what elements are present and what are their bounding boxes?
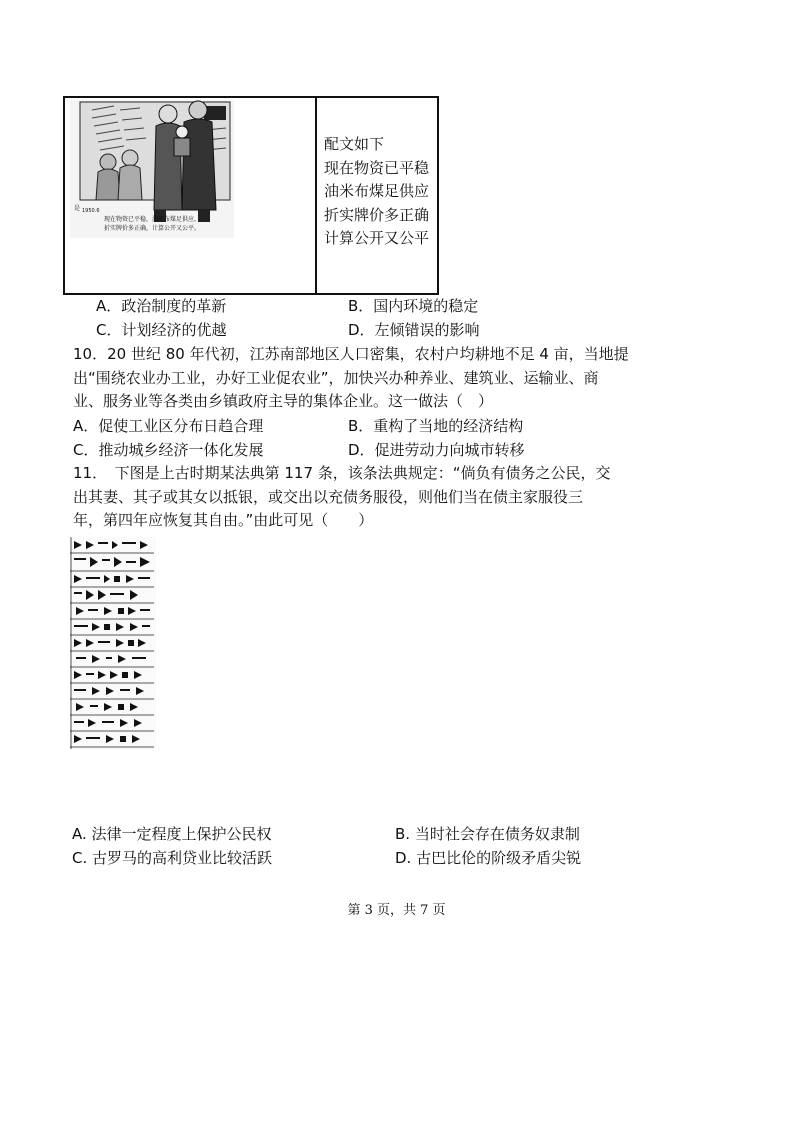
caption-line: 现在物资已平稳 xyxy=(324,158,430,177)
poster-caption-line-2: 折实牌价多正确，计算公开又公平。 xyxy=(104,225,201,232)
propaganda-poster-image xyxy=(70,100,234,238)
q10-option-b[interactable]: B．重构了当地的经济结构 xyxy=(348,417,524,435)
q11-stem-line: 11． 下图是上古时期某法典第 117 条，该条法典规定：“倘负有债务之公民，交 xyxy=(73,464,611,482)
q11-stem-line: 出其妻、其子或其女以抵银，或交出以充债务服役，则他们当在债主家服役三 xyxy=(73,487,584,506)
q10-stem-line: 10．20 世纪 80 年代初，江苏南部地区人口密集，农村户均耕地不足 4 亩，当地提 xyxy=(73,345,629,363)
q9-option-b[interactable]: B．国内环境的稳定 xyxy=(348,297,479,315)
q10-option-a[interactable]: A．促使工业区分布日趋合理 xyxy=(73,417,264,435)
q11-option-b[interactable]: B. 当时社会存在债务奴隶制 xyxy=(395,825,580,843)
q10-option-d[interactable]: D．促进劳动力向城市转移 xyxy=(348,441,525,459)
q10-stem-line: 业、服务业等各类由乡镇政府主导的集体企业。这一做法（ ） xyxy=(73,392,494,410)
poster-date: 1950.6 xyxy=(82,208,100,214)
q10-stem xyxy=(73,343,633,414)
q9-option-c[interactable]: C．计划经济的优越 xyxy=(96,321,227,339)
q11-stem-line: 年，第四年应恢复其自由。”由此可见（ ） xyxy=(73,511,374,529)
q11-option-c[interactable]: C. 古罗马的高利贷业比较活跃 xyxy=(72,849,273,867)
caption-heading: 配文如下 xyxy=(324,135,385,153)
poster-caption-cell xyxy=(324,133,429,251)
caption-line: 折实牌价多正确 xyxy=(324,205,430,224)
q11-stem xyxy=(73,462,633,533)
poster-caption-line-1: 现在物资已平稳，油米布煤足供应， xyxy=(104,216,201,223)
poster-side-text: 是 xyxy=(74,205,81,212)
q11-option-a[interactable]: A. 法律一定程度上保护公民权 xyxy=(72,825,272,843)
q9-option-a[interactable]: A．政治制度的革新 xyxy=(96,297,227,315)
table-divider xyxy=(315,96,317,295)
q11-option-d[interactable]: D. 古巴比伦的阶级矛盾尖锐 xyxy=(395,849,582,867)
cuneiform-tablet-image xyxy=(70,537,156,749)
q10-stem-line: 出“围绕农业办工业，办好工业促农业”，加快兴办种养业、建筑业、运输业、商 xyxy=(73,368,599,387)
q9-option-d[interactable]: D．左倾错误的影响 xyxy=(348,321,480,339)
q10-option-c[interactable]: C．推动城乡经济一体化发展 xyxy=(73,441,264,459)
caption-line: 油米布煤足供应 xyxy=(324,182,430,200)
page-footer: 第 3 页，共 7 页 xyxy=(347,903,446,918)
caption-line: 计算公开又公平 xyxy=(324,229,430,247)
